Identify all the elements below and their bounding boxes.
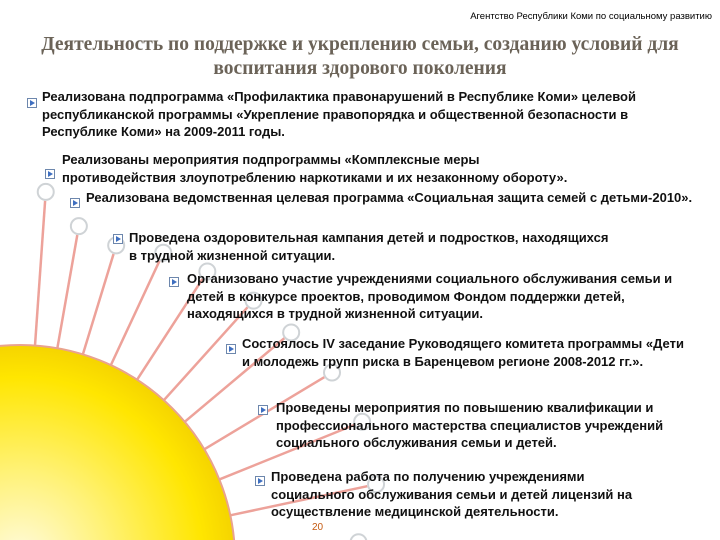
play-arrow-icon (45, 169, 55, 179)
bullet-item-8: Проведена работа по получению учреждениями социального обслуживания семьи и детей лицензий на осуществление медицинской деятельности. (271, 469, 633, 519)
play-arrow-icon (226, 344, 236, 354)
ray-circle-icon (351, 534, 367, 540)
play-arrow-icon (255, 476, 265, 486)
sun-ray (83, 254, 114, 354)
play-arrow-icon (27, 98, 37, 108)
bullet-item-4: Проведена оздоровительная кампания детей и подростков, находящихся в трудной жизненной ситуации. (129, 230, 609, 263)
sun-ray (57, 235, 77, 348)
sun-ray (35, 201, 45, 346)
sun-ray (111, 261, 160, 365)
sun-icon (0, 345, 235, 540)
page-title: Деятельность по поддержке и укреплению семьи, созданию условий для воспитания здорового поколения (41, 34, 679, 79)
ray-circle-icon (38, 184, 54, 200)
play-arrow-icon (169, 277, 179, 287)
page-number: 20 (312, 522, 324, 533)
play-arrow-icon (113, 234, 123, 244)
bullet-item-5: Организовано участие учреждениями социального обслуживания семьи и детей в конкурсе проектов, проводимом Фондом поддержки детей, находящихся в трудной жизненной ситуации. (187, 271, 673, 321)
agency-name: Агентство Республики Коми по социальному развитию (470, 11, 712, 22)
bullet-item-6: Состоялось IV заседание Руководящего комитета программы «Дети и молодежь групп риска в Баренцевом регионе 2008-2012 гг.». (242, 336, 684, 369)
bullet-item-3: Реализована ведомственная целевая программа «Социальная защита семей с детьми-2010». (86, 190, 693, 205)
ray-circle-icon (71, 218, 87, 234)
bullet-item-1: Реализована подпрограмма «Профилактика правонарушений в Республике Коми» целевой республиканской программы «Укрепление правопорядка и общественной безопасности в Республике Коми» на 2009-2011 годы. (42, 89, 636, 139)
bullet-item-7: Проведены мероприятия по повышению квалификации и профессионального мастерства специалистов учреждений социального обслуживания семьи и детей. (276, 400, 664, 450)
play-arrow-icon (70, 198, 80, 208)
play-arrow-icon (258, 405, 268, 415)
bullet-item-2: Реализованы мероприятия подпрограммы «Комплексные меры противодействия злоупотреблению наркотиками и их незаконному обороту». (62, 152, 568, 185)
